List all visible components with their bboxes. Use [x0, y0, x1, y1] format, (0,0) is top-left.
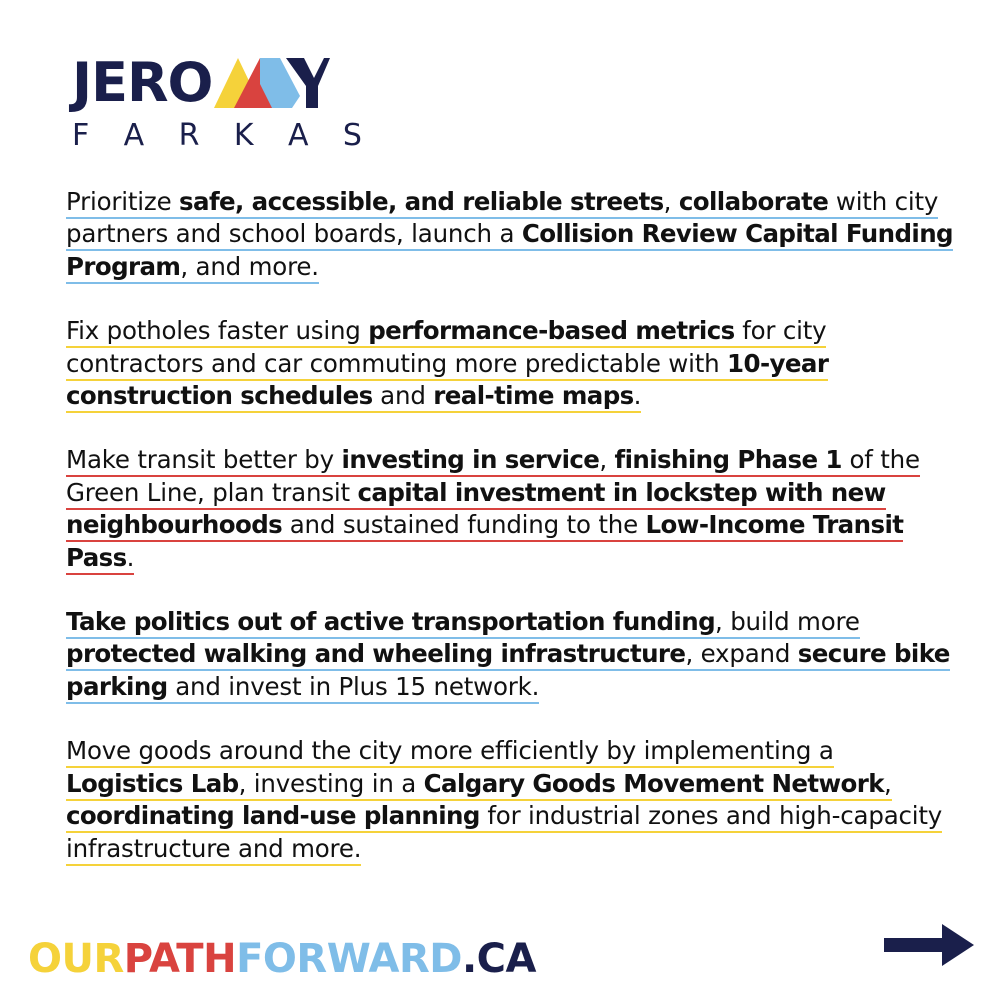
highlight-text: capital investment in lockstep with new neighbourhoods [66, 477, 886, 540]
highlight-text: Collision Review Capital Funding Program [66, 219, 953, 281]
logo-letter: A [287, 118, 309, 153]
website-url[interactable] [28, 936, 536, 982]
paragraph-text [66, 316, 828, 413]
right-arrow-icon[interactable] [884, 922, 976, 968]
highlight-text: protected walking and wheeling infrastructure [66, 639, 686, 669]
body-text: , expand [685, 639, 798, 669]
body-text: , [883, 768, 892, 798]
url-segment: OUR [28, 936, 124, 982]
body-text: for city contractors and car commuting more predictable with [66, 316, 827, 378]
logo-letter: F [72, 118, 90, 153]
body-text: . [126, 542, 135, 572]
highlight-text: investing in service [341, 445, 600, 475]
body-text: with city partners and school boards, launch a [66, 187, 939, 249]
body-text: of the Green Line, plan transit [66, 445, 920, 507]
policy-list [66, 186, 956, 865]
highlight-text: secure bike parking [66, 639, 950, 701]
logo-letter: R [178, 118, 200, 153]
body-text: Prioritize [66, 187, 180, 216]
arrow-shape [884, 924, 974, 966]
body-text: , [599, 445, 615, 475]
logo-text-jero: JERO [72, 51, 213, 114]
highlight-text: safe, accessible, and reliable streets [179, 187, 664, 216]
policy-paragraph [66, 444, 956, 574]
paragraph-text [66, 445, 920, 574]
body-text: , investing in a [238, 768, 424, 798]
highlight-text: collaborate [678, 187, 829, 216]
url-segment: FORWARD [236, 936, 462, 982]
paragraph-text [66, 607, 950, 704]
body-text: and invest in Plus 15 network. [167, 671, 540, 701]
body-text: for industrial zones and high-capacity infrastructure and more. [66, 801, 943, 863]
body-text: Move goods around the city more efficiently by implementing a [66, 736, 834, 766]
highlight-text: Calgary Goods Movement Network [423, 768, 884, 798]
body-text: , and more. [180, 251, 319, 281]
highlight-text: Low-Income Transit Pass [66, 510, 904, 572]
paragraph-text [66, 187, 953, 284]
policy-paragraph [66, 606, 956, 703]
highlight-text: finishing Phase 1 [614, 445, 842, 475]
paragraph-text [66, 736, 942, 865]
logo-letter: A [123, 118, 145, 153]
policy-paragraph [66, 735, 956, 865]
logo-text-farkas [72, 120, 362, 152]
body-text: Fix potholes faster using [66, 316, 369, 346]
body-text: , build more [715, 607, 860, 637]
policy-paragraph [66, 186, 956, 283]
highlight-text: real-time maps [433, 381, 634, 411]
body-text: Make transit better by [66, 445, 342, 475]
logo-my-mark [214, 58, 330, 108]
policy-paragraph [66, 315, 956, 412]
highlight-text: 10-year construction schedules [66, 348, 829, 411]
highlight-text: performance-based metrics [368, 316, 735, 346]
url-segment: .CA [461, 936, 536, 982]
highlight-text: Take politics out of active transportation funding [66, 607, 716, 637]
campaign-logo [72, 52, 382, 152]
body-text: . [633, 381, 642, 411]
highlight-text: Logistics Lab [66, 768, 239, 798]
body-text: and sustained funding to the [282, 510, 646, 540]
highlight-text: coordinating land-use planning [66, 801, 480, 831]
body-text: , [663, 187, 679, 216]
body-text: and [372, 381, 434, 411]
url-segment: PATH [123, 936, 237, 982]
logo-letter: S [342, 118, 362, 153]
logo-wordmark-top [72, 52, 382, 112]
logo-text-my: MY [214, 58, 216, 59]
logo-letter: K [233, 118, 254, 153]
